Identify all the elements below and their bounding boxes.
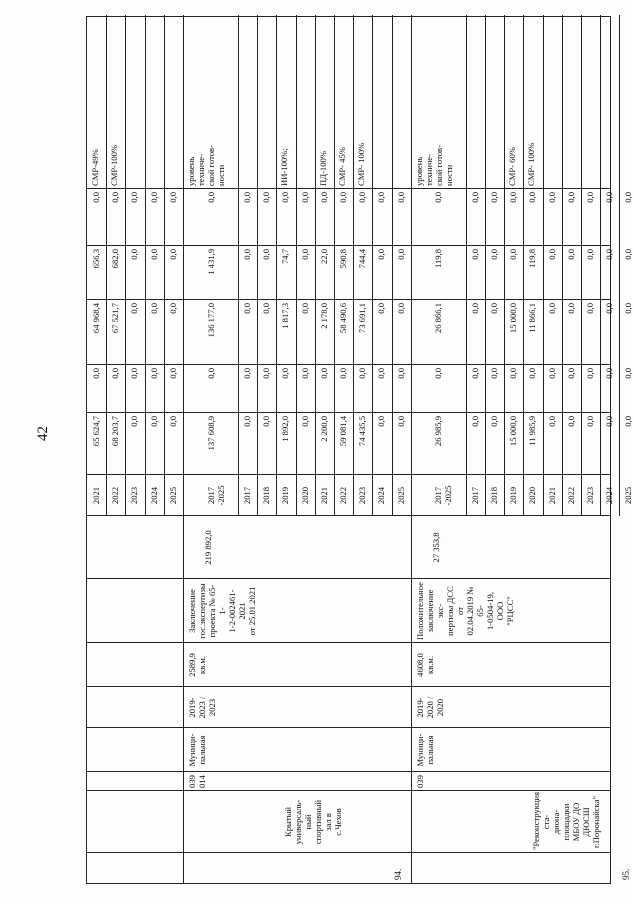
column-rule [87,578,610,579]
amount-cell: 0,0 [489,303,499,314]
amount-cell: 15 000,0 [508,303,519,334]
amount-cell: 0,0 [565,303,576,314]
row-rule [164,15,165,516]
project-cost: 219 892,0 [203,530,213,565]
row-rule [562,15,563,516]
amount-cell: 0,0 [299,249,310,260]
amount-cell: 0,0 [623,368,633,379]
amount-cell: 0,0 [261,192,272,203]
row-rule [106,15,107,516]
total-cell: 2 200,0 [318,416,329,442]
project-capacity: 4608,0 кв.м. [414,653,435,677]
amount-cell: 0,0 [205,368,216,379]
amount-cell: 656,3 [91,249,101,269]
readiness-note: СМР- 60% [507,147,518,186]
row-rule [296,15,297,516]
amount-cell: 0,0 [357,192,368,203]
amount-cell: 0,0 [280,192,291,203]
amount-cell: 136 177,0 [205,303,216,338]
row-rule [411,15,412,883]
project-cost: 27 353,8 [430,532,441,563]
readiness-note: СМР-100% [109,144,120,186]
total-cell: 0,0 [546,416,557,427]
readiness-note: уровень техниче- ской готов- ности [413,145,454,186]
amount-cell: 0,0 [604,368,615,379]
amount-cell: 0,0 [167,192,178,203]
total-cell: 1 892,0 [280,416,291,442]
amount-cell: 0,0 [129,368,140,379]
amount-cell: 0,0 [376,192,387,203]
total-cell: 26 985,9 [433,416,444,447]
year-cell: 2025 [167,486,178,505]
year-cell: 2025 [395,486,406,505]
project-period: 2019- 2020 / 2020 [414,696,445,719]
row-rule [257,15,258,516]
column-rule [87,299,610,300]
amount-cell: 0,0 [395,303,406,314]
amount-cell: 0,0 [357,368,368,379]
year-cell: 2021 [91,486,101,505]
amount-cell: 0,0 [469,303,480,314]
amount-cell: 0,0 [585,368,595,379]
amount-cell: 0,0 [129,192,140,203]
readiness-note: СМР- 45% [337,147,347,186]
column-rule [87,474,610,475]
row-rule [619,15,620,516]
amount-cell: 0,0 [148,249,159,260]
amount-cell: 26 866,1 [433,303,444,334]
column-rule [87,790,610,791]
row-rule [523,15,524,516]
amount-cell: 0,0 [376,303,387,314]
year-cell: 2025 [623,486,633,505]
total-cell: 0,0 [167,416,178,427]
amount-cell: 0,0 [167,249,178,260]
readiness-note: СМР- 100% [526,142,537,186]
project-expertise: Положительное заключение экс- пертизы ДСС от 02.04.2019 № 65- 1-0504-19, ООО "РЦСС" [414,582,515,640]
amount-cell: 0,0 [489,249,499,260]
amount-cell: 0,0 [546,249,557,260]
amount-cell: 58 490,6 [338,303,348,334]
total-cell: 0,0 [469,416,480,427]
row-rule [238,15,239,516]
total-cell: 74 435,5 [357,416,368,447]
amount-cell: 0,0 [261,368,272,379]
project-number: 94. [392,868,403,880]
amount-cell: 0,0 [546,303,557,314]
column-rule [87,364,610,365]
amount-cell: 1 431,9 [205,249,216,275]
amount-cell: 0,0 [110,368,121,379]
year-cell: 2022 [338,486,348,505]
total-cell: 0,0 [585,416,595,427]
row-rule [485,15,486,516]
year-cell: 2018 [489,486,499,505]
row-rule [466,15,467,516]
total-cell: 0,0 [489,416,499,427]
amount-cell: 0,0 [91,368,101,379]
row-rule [145,15,146,516]
year-cell: 2023 [585,486,595,505]
amount-cell: 1 817,3 [280,303,291,329]
total-cell: 59 081,4 [338,416,348,447]
amount-cell: 0,0 [91,192,101,203]
amount-cell: 0,0 [148,368,159,379]
row-rule [276,15,277,516]
amount-cell: 2 178,0 [318,303,329,329]
amount-cell: 0,0 [565,368,576,379]
readiness-note: ПД-100% [317,151,328,186]
amount-cell: 0,0 [242,303,252,314]
amount-cell: 0,0 [129,249,140,260]
row-rule [543,15,544,516]
amount-cell: 0,0 [585,249,595,260]
column-rule [87,642,610,643]
total-cell: 68 203,7 [110,416,121,447]
amount-cell: 682,0 [110,249,121,269]
amount-cell: 22,0 [318,249,329,265]
column-rule [87,852,610,853]
total-cell: 0,0 [299,416,310,427]
project-number: 95. [620,868,631,880]
amount-cell: 0,0 [623,303,633,314]
readiness-note: СМР- 100% [356,142,367,186]
year-cell: 2021 [546,486,557,505]
amount-cell: 0,0 [433,192,444,203]
investment-table [86,16,633,884]
amount-cell: 0,0 [205,192,216,203]
amount-cell: 0,0 [469,192,480,203]
amount-cell: 590,8 [338,249,348,269]
amount-cell: 0,0 [261,249,272,260]
amount-cell: 0,0 [508,249,519,260]
year-cell: 2024 [148,486,159,505]
year-cell: 2019 [280,486,291,505]
total-cell: 11 985,9 [527,416,538,446]
row-rule [125,15,126,516]
amount-cell: 0,0 [376,368,387,379]
row-rule [315,15,316,516]
total-cell: 0,0 [242,416,252,427]
column-rule [87,188,610,189]
total-cell: 0,0 [376,416,387,427]
readiness-note: уровень техниче- ской готов- ности [186,145,226,186]
column-rule [87,245,610,246]
project-name: Крытый универсаль- ный спортивный зал в с.Чехов [283,799,343,845]
total-cell: 0,0 [395,416,406,427]
amount-cell: 0,0 [623,192,633,203]
year-cell: 2018 [261,486,272,505]
amount-cell: 0,0 [565,192,576,203]
page-number: 42 [35,426,51,441]
project-expertise: Заключение гос.экспертизы проекта № 65-1- 1-2-002461-2021 от 25.01.2021 [187,583,257,639]
amount-cell: 0,0 [585,303,595,314]
row-rule [183,15,184,883]
amount-cell: 0,0 [299,192,310,203]
amount-cell: 0,0 [110,192,121,203]
row-rule [392,15,393,516]
amount-cell: 0,0 [338,192,348,203]
amount-cell: 0,0 [167,368,178,379]
year-cell: 2024 [376,486,387,505]
project-ownership: Муници- пальная [187,733,207,767]
total-cell: 15 000,0 [508,416,519,447]
year-cell: 2017 -2025 [433,485,454,506]
amount-cell: 67 521,7 [110,303,121,334]
project-code: 039 [414,775,425,788]
year-cell: 2019 [508,486,519,505]
amount-cell: 74,7 [280,249,291,265]
row-rule [504,15,505,516]
amount-cell: 0,0 [280,368,291,379]
total-cell: 137 608,9 [205,416,216,451]
amount-cell: 0,0 [376,249,387,260]
total-cell: 0,0 [604,416,615,427]
year-cell: 2023 [129,486,140,505]
amount-cell: 0,0 [318,368,329,379]
row-rule [372,15,373,516]
amount-cell: 0,0 [395,368,406,379]
amount-cell: 0,0 [299,368,310,379]
total-cell: 0,0 [148,416,159,427]
amount-cell: 0,0 [489,368,499,379]
year-cell: 2020 [527,486,538,505]
amount-cell: 0,0 [338,368,348,379]
year-cell: 2017 -2025 [205,485,226,506]
amount-cell: 0,0 [546,192,557,203]
amount-cell: 0,0 [129,303,140,314]
amount-cell: 0,0 [299,303,310,314]
amount-cell: 119,8 [433,249,444,269]
total-cell: 65 624,7 [91,416,101,447]
amount-cell: 744,4 [357,249,368,269]
amount-cell: 0,0 [585,192,595,203]
year-cell: 2023 [357,486,368,505]
amount-cell: 0,0 [433,368,444,379]
year-cell: 2017 [469,486,480,505]
readiness-note: СМР-49% [90,149,100,186]
total-cell: 0,0 [565,416,576,427]
readiness-note: ИИ-100%; [279,148,290,186]
project-period: 2019- 2023 / 2023 [187,696,217,719]
table-rotated-frame [86,16,633,884]
year-cell: 2022 [565,486,576,505]
amount-cell: 11 866,1 [527,303,538,333]
amount-cell: 0,0 [489,192,499,203]
amount-cell: 0,0 [261,303,272,314]
total-cell: 0,0 [261,416,272,427]
year-cell: 2017 [242,486,252,505]
amount-cell: 64 968,4 [91,303,101,334]
amount-cell: 0,0 [318,192,329,203]
amount-cell: 73 691,1 [357,303,368,334]
row-rule [353,15,354,516]
row-rule [581,15,582,516]
amount-cell: 0,0 [242,249,252,260]
total-cell: 0,0 [129,416,140,427]
column-rule [87,771,610,772]
amount-cell: 0,0 [242,368,252,379]
amount-cell: 0,0 [469,368,480,379]
row-rule [334,15,335,516]
amount-cell: 0,0 [508,368,519,379]
amount-cell: 0,0 [167,303,178,314]
year-cell: 2024 [604,486,615,505]
column-rule [87,727,610,728]
amount-cell: 0,0 [395,249,406,260]
amount-cell: 0,0 [604,249,615,260]
column-rule [87,412,610,413]
amount-cell: 0,0 [148,192,159,203]
row-rule [600,15,601,516]
amount-cell: 0,0 [623,249,633,260]
column-rule [87,515,610,516]
amount-cell: 0,0 [546,368,557,379]
amount-cell: 0,0 [565,249,576,260]
amount-cell: 0,0 [508,192,519,203]
amount-cell: 0,0 [527,368,538,379]
project-name: "Реконструкция ста- диона-площадки МБОУ ДО ДЮСШ г.Поронайска" [530,791,601,850]
amount-cell: 0,0 [395,192,406,203]
amount-cell: 0,0 [242,192,252,203]
year-cell: 2022 [110,486,121,505]
project-code: 039 014 [187,775,207,788]
amount-cell: 0,0 [148,303,159,314]
amount-cell: 0,0 [527,192,538,203]
column-rule [87,686,610,687]
project-capacity: 2589,9 кв.м. [187,653,207,677]
table-grid [86,16,633,884]
year-cell: 2020 [299,486,310,505]
amount-cell: 0,0 [469,249,480,260]
amount-cell: 0,0 [604,192,615,203]
amount-cell: 0,0 [604,303,615,314]
total-cell: 0,0 [623,416,633,427]
year-cell: 2021 [318,486,329,505]
project-ownership: Муници- пальная [414,733,435,767]
amount-cell: 119,8 [527,249,538,269]
